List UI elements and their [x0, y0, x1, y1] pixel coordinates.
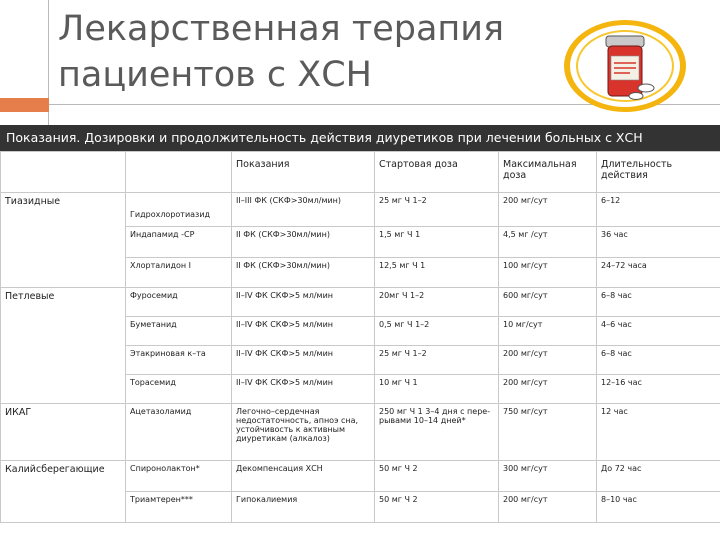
header-cell-indication: Показания	[232, 152, 375, 193]
header-cell-group	[1, 152, 126, 193]
start-dose-cell: 1,5 мг Ч 1	[375, 227, 499, 258]
indication-cell: II–IV ФК СКФ>5 мл/мин	[232, 346, 375, 375]
pill-bottle-icon	[562, 18, 688, 114]
indication-cell: II ФК (СКФ>30мл/мин)	[232, 227, 375, 258]
header-cell-drug	[126, 152, 232, 193]
indication-cell: II–III ФК (СКФ>30мл/мин)	[232, 193, 375, 227]
accent-square	[0, 98, 49, 112]
max-dose-cell: 4,5 мг /сут	[499, 227, 597, 258]
table-row	[1, 461, 720, 492]
group-loop: Петлевые	[1, 288, 126, 404]
header-cell-max-dose: Максимальная доза	[499, 152, 597, 193]
duration-cell: 24–72 часа	[597, 258, 720, 288]
start-dose-cell: 50 мг Ч 2	[375, 492, 499, 523]
drug-cell: Индапамид -СР	[126, 227, 232, 258]
group-potassium-sparing: Калийсберегающие	[1, 461, 126, 523]
indication-cell: Декомпенсация ХСН	[232, 461, 375, 492]
group-thiazide: Тиазидные	[1, 193, 126, 288]
indication-cell: II–IV ФК СКФ>5 мл/мин	[232, 288, 375, 317]
duration-cell: 6–12	[597, 193, 720, 227]
drug-cell: Хлорталидон I	[126, 258, 232, 288]
table-caption-banner: Показания. Дозировки и продолжительность действия диуретиков при лечении больных с ХСН	[0, 125, 720, 151]
indication-cell: II–IV ФК СКФ>5 мл/мин	[232, 317, 375, 346]
start-dose-cell: 0,5 мг Ч 1–2	[375, 317, 499, 346]
diuretics-table	[0, 151, 720, 523]
drug-cell: Фуросемид	[126, 288, 232, 317]
max-dose-cell: 300 мг/сут	[499, 461, 597, 492]
drug-cell: Торасемид	[126, 375, 232, 404]
slide-title: Лекарственная терапия пациентов с ХСН	[58, 9, 505, 95]
table-row	[1, 193, 720, 227]
max-dose-cell: 600 мг/сут	[499, 288, 597, 317]
drug-cell: Триамтерен***	[126, 492, 232, 523]
indication-cell: Гипокалиемия	[232, 492, 375, 523]
max-dose-cell: 200 мг/сут	[499, 375, 597, 404]
duration-cell: 36 час	[597, 227, 720, 258]
duration-cell: 8–10 час	[597, 492, 720, 523]
duration-cell: 12 час	[597, 404, 720, 461]
indication-cell: II ФК (СКФ>30мл/мин)	[232, 258, 375, 288]
drug-cell: Ацетазоламид	[126, 404, 232, 461]
duration-cell: 12–16 час	[597, 375, 720, 404]
drug-name: Гидрохлоротиазид	[130, 210, 211, 219]
table-row	[1, 404, 720, 461]
max-dose-cell: 100 мг/сут	[499, 258, 597, 288]
max-dose-cell: 200 мг/сут	[499, 193, 597, 227]
start-dose-cell: 250 мг Ч 1 3–4 дня с пере- рывами 10–14 дней*	[375, 404, 499, 461]
start-dose-cell: 20мг Ч 1–2	[375, 288, 499, 317]
duration-cell: 4–6 час	[597, 317, 720, 346]
indication-cell: Легочно–сердечная недостаточность, апноэ сна, устойчивость к активным диуретикам (алкалоз)	[232, 404, 375, 461]
group-ikag: ИКАГ	[1, 404, 126, 461]
table-row	[1, 288, 720, 317]
drug-cell: Спиронолактон*	[126, 461, 232, 492]
drug-cell: Буметанид	[126, 317, 232, 346]
max-dose-cell: 10 мг/сут	[499, 317, 597, 346]
drug-cell: Этакриновая к–та	[126, 346, 232, 375]
start-dose-cell: 25 мг Ч 1–2	[375, 346, 499, 375]
start-dose-cell: 12,5 мг Ч 1	[375, 258, 499, 288]
indication-cell: II–IV ФК СКФ>5 мл/мин	[232, 375, 375, 404]
start-dose-cell: 10 мг Ч 1	[375, 375, 499, 404]
table-header-row	[1, 152, 720, 193]
header-cell-duration: Длительность действия	[597, 152, 720, 193]
duration-cell: 6–8 час	[597, 288, 720, 317]
drug-cell	[126, 193, 232, 227]
max-dose-cell: 200 мг/сут	[499, 346, 597, 375]
duration-cell: До 72 час	[597, 461, 720, 492]
max-dose-cell: 750 мг/сут	[499, 404, 597, 461]
max-dose-cell: 200 мг/сут	[499, 492, 597, 523]
duration-cell: 6–8 час	[597, 346, 720, 375]
start-dose-cell: 50 мг Ч 2	[375, 461, 499, 492]
start-dose-cell: 25 мг Ч 1–2	[375, 193, 499, 227]
header-cell-start-dose: Стартовая доза	[375, 152, 499, 193]
